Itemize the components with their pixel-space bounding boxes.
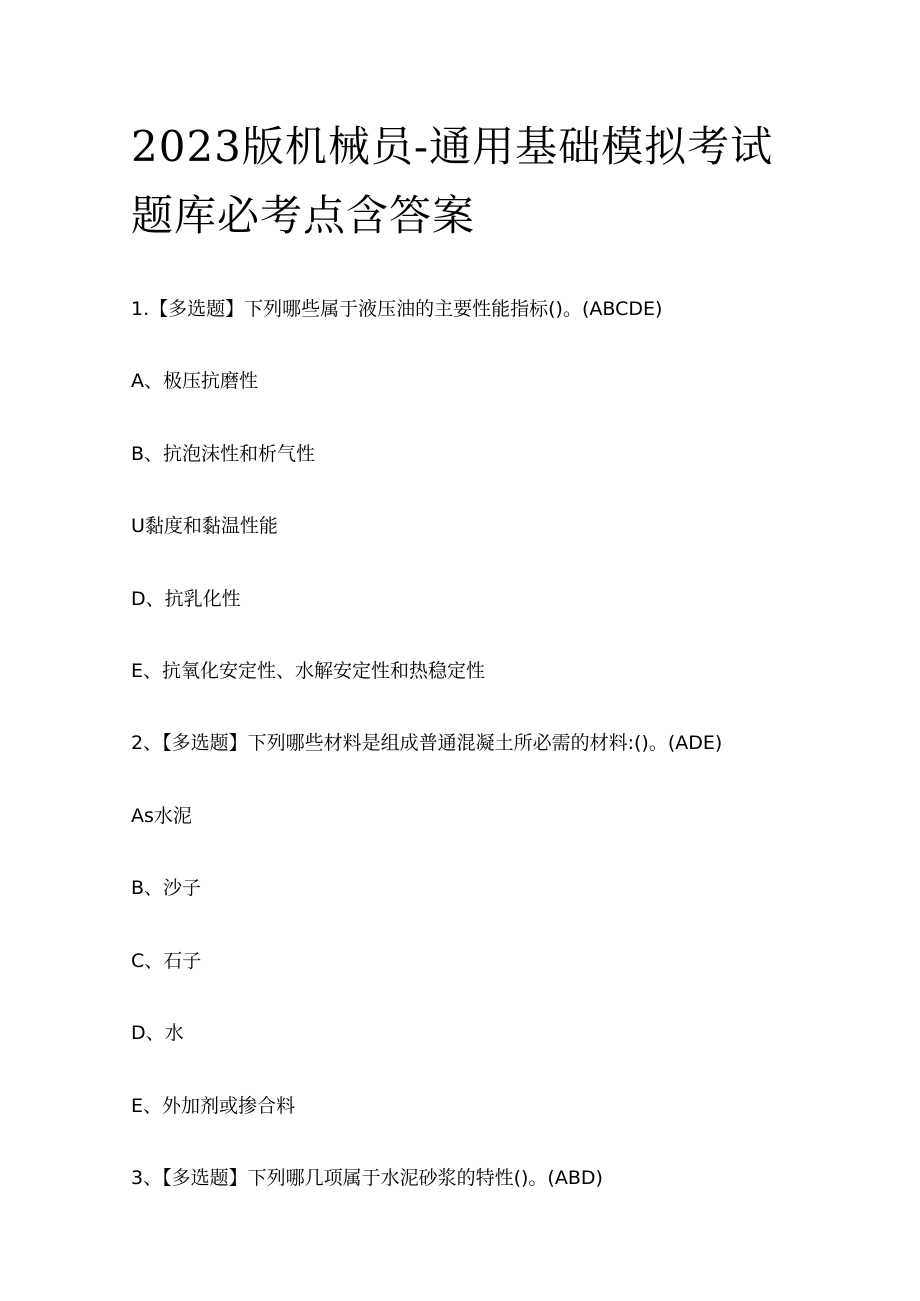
question-1-option-c: U黏度和黏温性能 [131,515,278,537]
question-1-option-b: B、抗泡沫性和析气性 [131,443,316,465]
question-2-text: 2、【多选题】下列哪些材料是组成普通混凝土所必需的材料:()。(ADE) [131,732,723,754]
question-1-option-d: D、抗乳化性 [131,588,241,610]
question-2-option-c: C、石子 [131,950,202,972]
question-3-text: 3、【多选题】下列哪几项属于水泥砂浆的特性()。(ABD) [131,1167,603,1189]
question-1-option-e: E、抗氧化安定性、水解安定性和热稳定性 [131,660,486,682]
document-title-line-1: 2023版机械员-通用基础模拟考试 [131,122,774,171]
question-1-text: 1.【多选题】下列哪些属于液压油的主要性能指标()。(ABCDE) [131,298,663,320]
document-title-line-2: 题库必考点含答案 [131,191,476,240]
question-2-option-d: D、水 [131,1022,184,1044]
question-2-option-e: E、外加剂或掺合料 [131,1095,296,1117]
question-1-option-a: A、极压抗磨性 [131,370,258,392]
question-2-option-a: As水泥 [131,805,192,827]
question-2-option-b: B、沙子 [131,877,202,899]
